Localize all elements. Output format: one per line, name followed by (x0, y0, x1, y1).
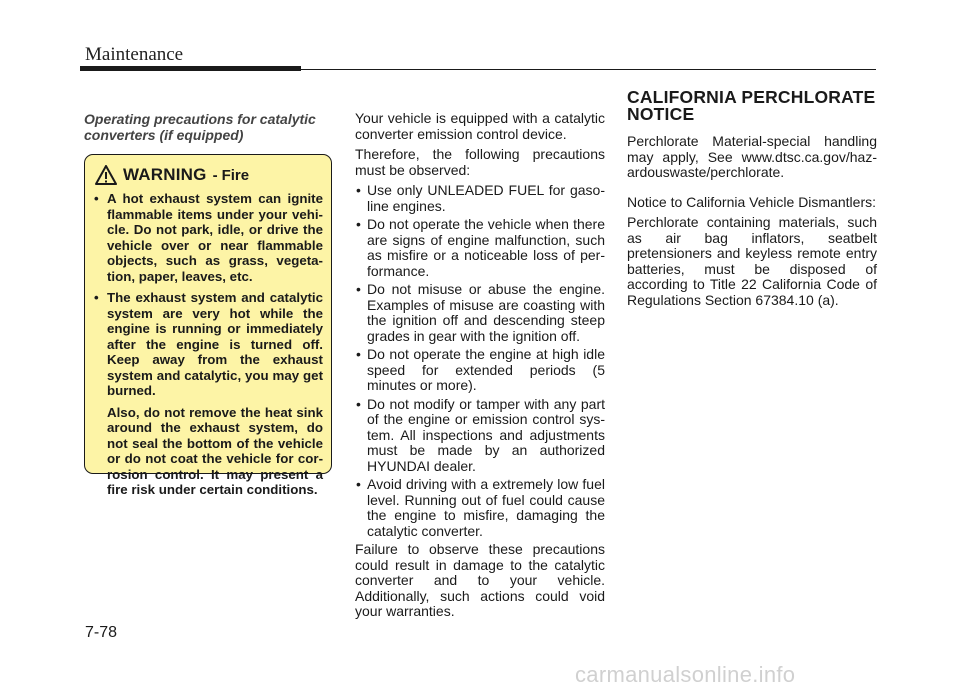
precautions-list (355, 183, 605, 539)
list-item: • Avoid driving with a extremely low fuel level. Running out of fuel could cause the engine to misfire, damaging the catalytic converter. (355, 477, 605, 539)
header-rule-thin (301, 69, 876, 70)
perchlorate-paragraph: Perchlorate Material-special handling may apply, See www.dtsc.ca.gov/haz- ardouswaste/perchlorate. (627, 133, 877, 180)
disposal-paragraph: Perchlorate containing materials, such as air bag inflators, seatbelt pretensioners and keyless remote entry batteries, must be disposed of according to Title 22 California Code of Regulations Section 67384.10 (a). (627, 214, 877, 308)
list-item: • Do not misuse or abuse the engine. Examples of misuse are coasting with the ignition off and descending steep grades in gear with the ignition off. (355, 282, 605, 344)
section-title: Maintenance (85, 44, 184, 65)
warning-header (95, 165, 323, 185)
list-item: • Do not modify or tamper with any part of the engine or emission control sys- tem. All inspections and adjustments must be made by an authorized HYUNDAI dealer. (355, 397, 605, 475)
notice-title: CALIFORNIA PERCHLORATE NOTICE (627, 87, 876, 124)
warning-box (84, 154, 332, 497)
column-middle (355, 111, 605, 625)
page-number: 7-78 (85, 624, 118, 641)
warning-topic: Fire (221, 166, 250, 184)
subheading-catalytic: Operating precautions for catalytic converters (if equipped) (84, 111, 316, 143)
warning-extra: Also, do not remove the heat sink around the exhaust system, do not seal the bottom of the vehicle or do not coat the vehicle for cor- rosion control. It may present a fire risk under certain conditions. (107, 404, 323, 497)
warning-list (93, 191, 323, 399)
warning-item: • A hot exhaust system can ignite flammable items under your vehi- cle. Do not park, idle, or drive the vehicle over or near flammable objects, such as grass, vegeta- tion, paper, leaves, etc. (93, 191, 323, 284)
column-right (627, 89, 877, 313)
closing-paragraph: Failure to observe these precautions could result in damage to the catalytic converter and to your vehicle. Additionally, such actions could void your warranties. (355, 541, 605, 619)
warning-label: WARNING (123, 165, 207, 184)
lead-paragraph: Therefore, the following precautions must be observed: (355, 146, 605, 178)
warning-triangle-icon (95, 165, 117, 185)
warning-item: • The exhaust system and catalytic system are very hot while the engine is running or immediately after the engine is turned off. Keep away from the exhaust system and catalytic, you may get burned. (93, 290, 323, 399)
watermark-text: carmanualsonline.info (575, 662, 796, 687)
column-left (84, 112, 334, 148)
header-rule-thick (80, 66, 301, 71)
list-item: • Use only UNLEADED FUEL for gaso- line engines. (355, 183, 605, 214)
list-item: • Do not operate the vehicle when there are signs of engine malfunction, such as misfire or a noticeable loss of per- formance. (355, 217, 605, 279)
intro-paragraph: Your vehicle is equipped with a catalytic converter emission control device. (355, 110, 605, 142)
list-item: • Do not operate the engine at high idle speed for extended periods (5 minutes or more). (355, 347, 605, 394)
dismantlers-heading: Notice to California Vehicle Dismantlers: (627, 193, 876, 210)
warning-separator: - (212, 166, 218, 184)
